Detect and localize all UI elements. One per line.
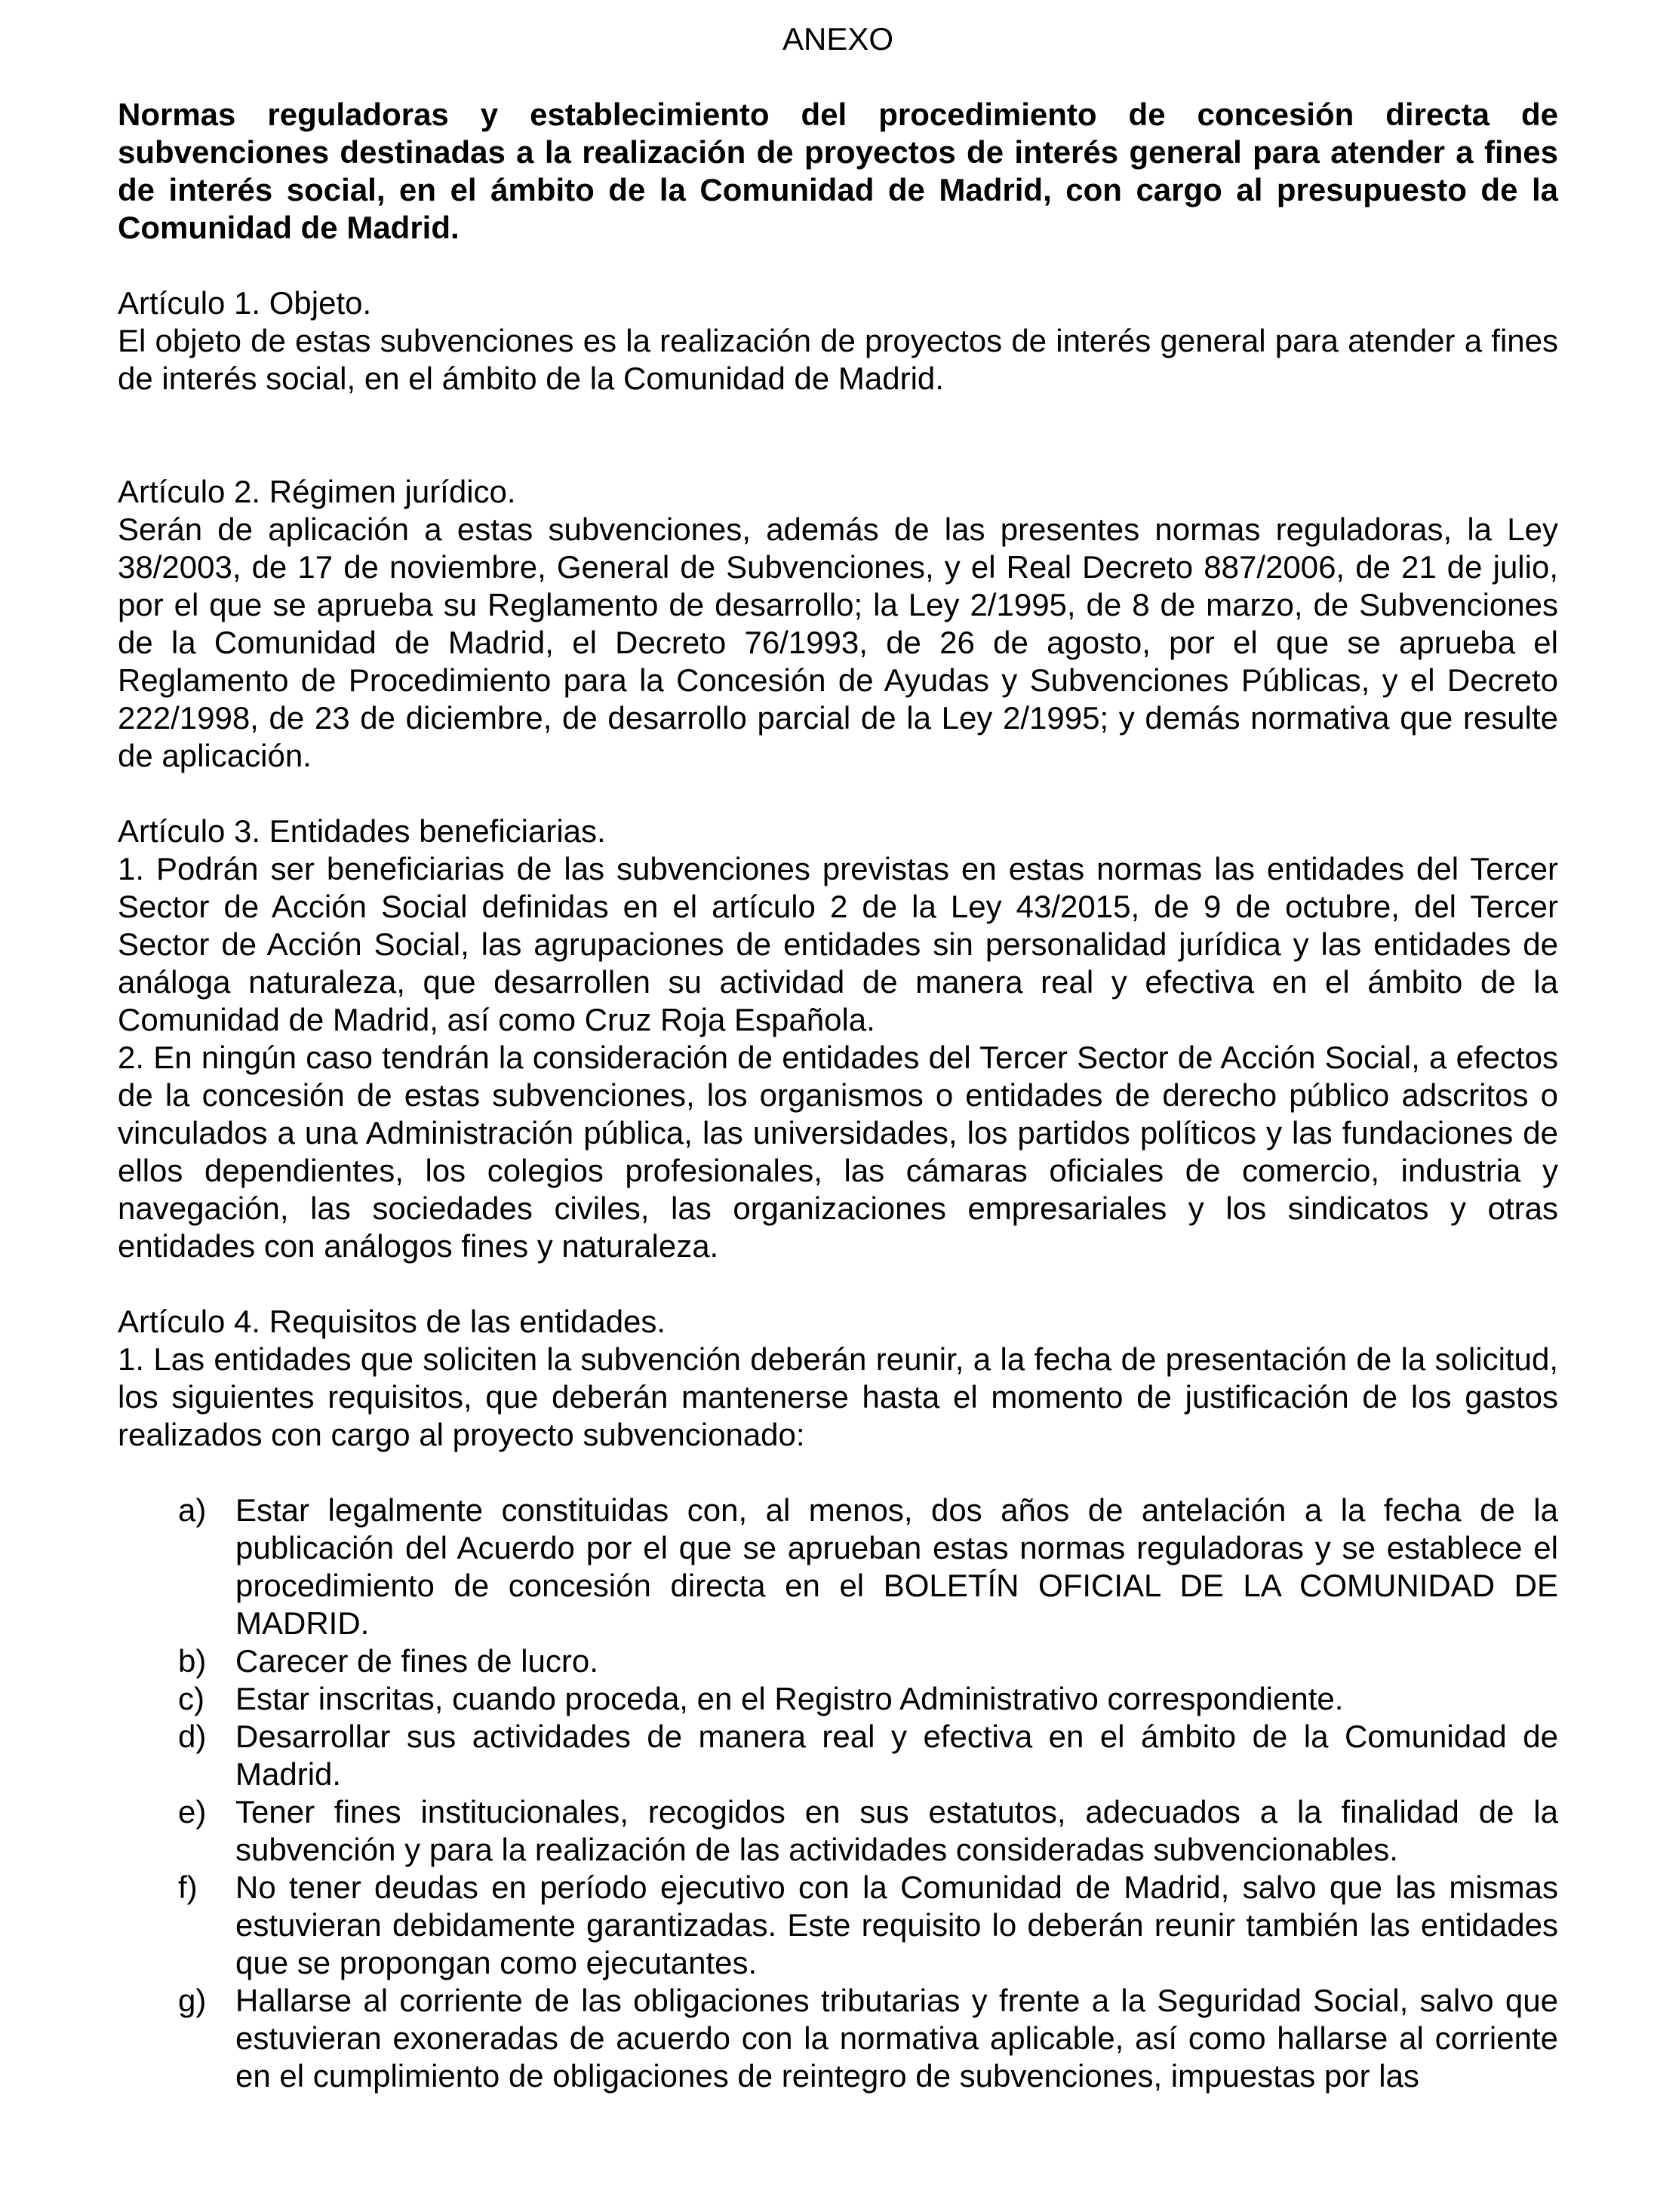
requirement-marker-f: f) bbox=[178, 1869, 198, 1905]
annex-title: ANEXO bbox=[782, 21, 894, 57]
article-3-section bbox=[118, 813, 1558, 1265]
requirement-text-b: Carecer de fines de lucro. bbox=[235, 1643, 598, 1679]
requirement-text-d: Desarrollar sus actividades de manera real y efectiva en el ámbito de la Comunidad de Madrid. bbox=[235, 1719, 1558, 1792]
requirement-marker-a: a) bbox=[178, 1492, 207, 1528]
requirement-item-d bbox=[118, 1718, 1558, 1793]
requirement-text-a: Estar legalmente constituidas con, al menos, dos años de antelación a la fecha de la publicación del Acuerdo por el que se aprueban estas normas reguladoras y se establece el procedimiento de concesión directa en el BOLETÍN OFICIAL DE LA COMUNIDAD DE MADRID. bbox=[235, 1492, 1558, 1641]
article-4-paragraph: 1. Las entidades que soliciten la subvención deberán reunir, a la fecha de presentación de la solicitud, los siguientes requisitos, que deberán mantenerse hasta el momento de justificación de los gastos realizados con cargo al proyecto subvencionado: bbox=[118, 1341, 1558, 1452]
requirement-marker-d: d) bbox=[178, 1719, 207, 1754]
requirement-text-f: No tener deudas en período ejecutivo con la Comunidad de Madrid, salvo que las mismas estuvieran debidamente garantizadas. Este requisito lo deberán reunir también las entidades que se propongan como ejecutantes. bbox=[235, 1869, 1558, 1980]
requirement-item-g bbox=[118, 1982, 1558, 2095]
article-1-section bbox=[118, 284, 1558, 398]
requirements-list bbox=[118, 1492, 1558, 2095]
article-4-section bbox=[118, 1303, 1558, 2095]
article-3-paragraph-2: 2. En ningún caso tendrán la consideración de entidades del Tercer Sector de Acción Social, a efectos de la concesión de estas subvenciones, los organismos o entidades de derecho público adscritos o vinculados a una Administración pública, las universidades, los partidos políticos y las fundaciones de ellos dependientes, los colegios profesionales, las cámaras oficiales de comercio, industria y navegación, las sociedades civiles, las organizaciones empresariales y los sindicatos y otras entidades con análogos fines y naturaleza. bbox=[118, 1040, 1558, 1264]
requirement-item-c bbox=[118, 1680, 1558, 1718]
requirement-item-a bbox=[118, 1492, 1558, 1642]
article-2-section bbox=[118, 473, 1558, 775]
requirement-marker-c: c) bbox=[178, 1681, 204, 1716]
requirement-marker-e: e) bbox=[178, 1794, 207, 1830]
requirement-marker-g: g) bbox=[178, 1983, 207, 2018]
article-1-paragraph: El objeto de estas subvenciones es la realización de proyectos de interés general para atender a fines de interés social, en el ámbito de la Comunidad de Madrid. bbox=[118, 323, 1558, 396]
lead-paragraph: Normas reguladoras y establecimiento del procedimiento de concesión directa de subvenciones destinadas a la realización de proyectos de interés general para atender a fines de interés social, en el ámbito de la Comunidad de Madrid, con cargo al presupuesto de la Comunidad de Madrid. bbox=[118, 97, 1558, 245]
requirement-item-e bbox=[118, 1793, 1558, 1869]
requirement-item-f bbox=[118, 1869, 1558, 1982]
requirement-marker-b: b) bbox=[178, 1643, 207, 1679]
article-3-heading: Artículo 3. Entidades beneficiarias. bbox=[118, 813, 606, 849]
article-4-heading: Artículo 4. Requisitos de las entidades. bbox=[118, 1304, 666, 1339]
article-3-paragraph-1: 1. Podrán ser beneficiarias de las subvenciones previstas en estas normas las entidades del Tercer Sector de Acción Social definidas en el artículo 2 de la Ley 43/2015, de 9 de octubre, del Tercer Sector de Acción Social, las agrupaciones de entidades sin personalidad jurídica y las entidades de análoga naturaleza, que desarrollen su actividad de manera real y efectiva en el ámbito de la Comunidad de Madrid, así como Cruz Roja Española. bbox=[118, 851, 1558, 1037]
article-2-paragraph: Serán de aplicación a estas subvenciones, además de las presentes normas reguladoras, la Ley 38/2003, de 17 de noviembre, General de Subvenciones, y el Real Decreto 887/2006, de 21 de julio, por el que se aprueba su Reglamento de desarrollo; la Ley 2/1995, de 8 de marzo, de Subvenciones de la Comunidad de Madrid, el Decreto 76/1993, de 26 de agosto, por el que se aprueba el Reglamento de Procedimiento para la Concesión de Ayudas y Subvenciones Públicas, y el Decreto 222/1998, de 23 de diciembre, de desarrollo parcial de la Ley 2/1995; y demás normativa que resulte de aplicación. bbox=[118, 512, 1558, 773]
article-2-heading: Artículo 2. Régimen jurídico. bbox=[118, 474, 516, 509]
requirement-text-c: Estar inscritas, cuando proceda, en el Registro Administrativo correspondiente. bbox=[235, 1681, 1344, 1716]
article-1-heading: Artículo 1. Objeto. bbox=[118, 285, 372, 321]
requirement-item-b bbox=[118, 1642, 1558, 1680]
requirement-text-g: Hallarse al corriente de las obligaciones tributarias y frente a la Seguridad Social, salvo que estuvieran exoneradas de acuerdo con la normativa aplicable, así como hallarse al corriente en el cumplimiento de obligaciones de reintegro de subvenciones, impuestas por las bbox=[235, 1983, 1558, 2094]
requirement-text-e: Tener fines institucionales, recogidos en sus estatutos, adecuados a la finalidad de la subvención y para la realización de las actividades consideradas subvencionables. bbox=[235, 1794, 1558, 1867]
